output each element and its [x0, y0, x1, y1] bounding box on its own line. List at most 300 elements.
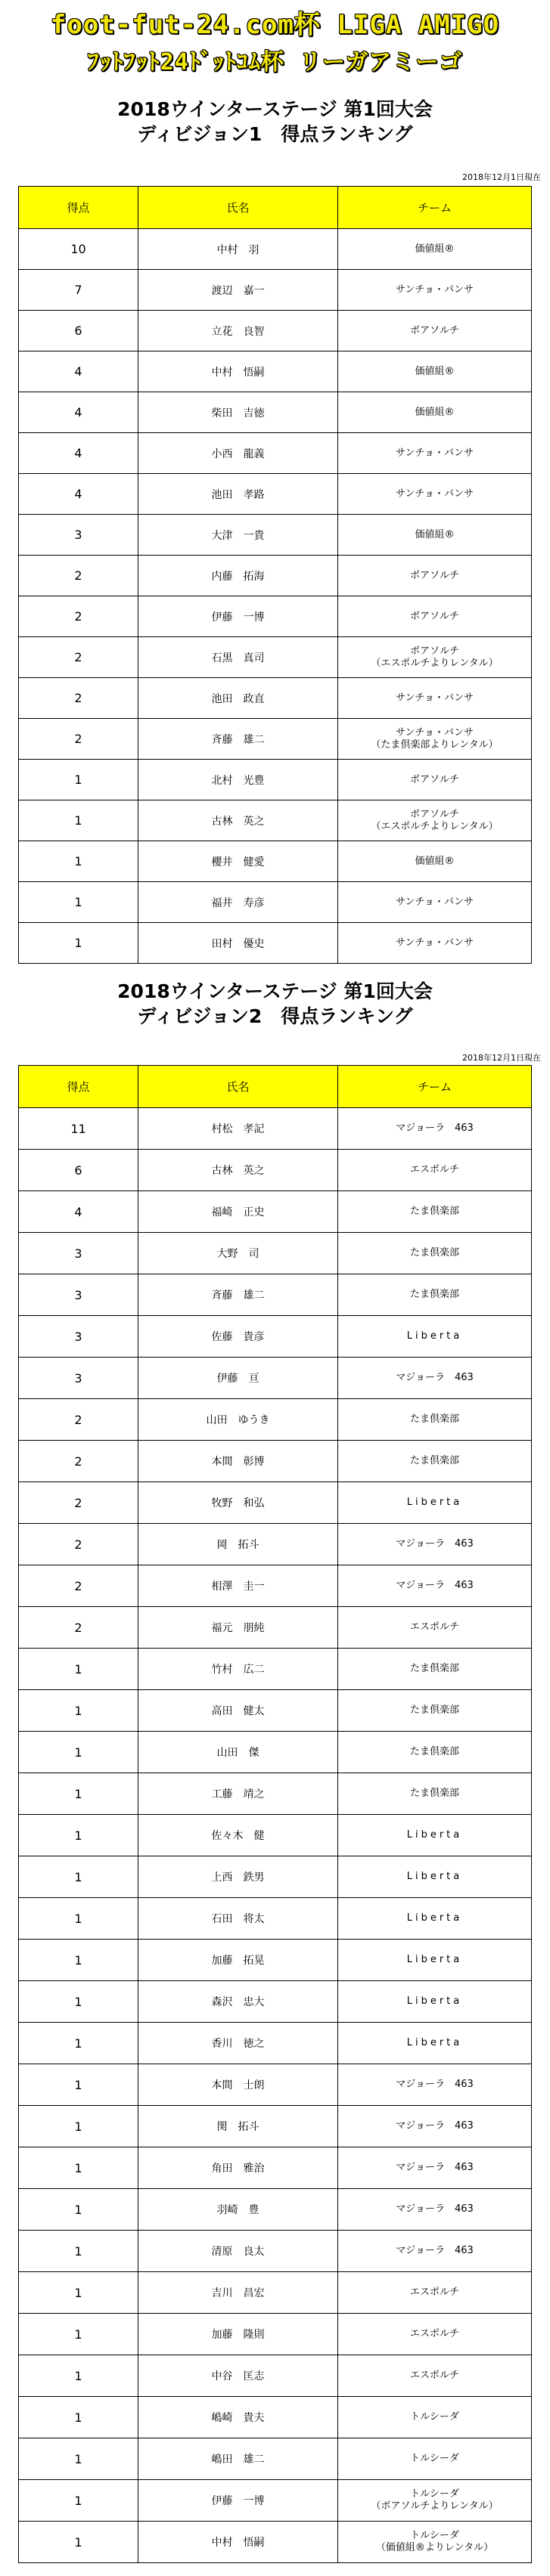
table-header-row	[19, 1066, 532, 1108]
team-cell	[338, 2522, 532, 2563]
points-cell: 1	[19, 1815, 138, 1856]
team-cell	[338, 474, 532, 515]
points-cell: 3	[19, 515, 138, 556]
team-cell	[338, 351, 532, 392]
points-cell: 6	[19, 311, 138, 351]
table-row	[19, 2355, 532, 2397]
player-name-cell	[138, 1940, 338, 1981]
player-name-cell	[138, 515, 338, 556]
table-row	[19, 1274, 532, 1316]
table-row	[19, 1690, 532, 1732]
player-given-name: 靖之	[243, 1788, 265, 1800]
table-row	[19, 474, 532, 515]
player-name-cell	[138, 2314, 338, 2355]
player-surname: 中村	[211, 366, 233, 379]
points-cell: 3	[19, 1358, 138, 1399]
points-cell: 2	[19, 1399, 138, 1441]
points-cell: 1	[19, 841, 138, 882]
points-cell: 2	[19, 1607, 138, 1649]
team-cell	[338, 1898, 532, 1940]
team-cell	[338, 1441, 532, 1482]
banner	[0, 0, 550, 82]
player-surname: 福崎	[211, 1206, 233, 1218]
player-name-cell	[138, 2106, 338, 2147]
team-name: マジョーラ 463	[396, 1122, 474, 1134]
player-surname: 竹村	[211, 1664, 233, 1676]
team-name: トルシーダ	[410, 2488, 459, 2500]
name-header: 氏名	[138, 187, 338, 229]
player-name-cell	[138, 1441, 338, 1482]
player-name-cell	[138, 392, 338, 433]
team-cell	[338, 2189, 532, 2231]
team-cell	[338, 760, 532, 800]
player-given-name: 健	[253, 1830, 265, 1842]
player-given-name: 士朗	[243, 2079, 265, 2091]
points-cell: 1	[19, 2023, 138, 2064]
team-cell	[338, 2314, 532, 2355]
player-given-name: 匡志	[243, 2370, 265, 2382]
player-given-name: 拓海	[243, 570, 265, 583]
player-given-name: 豊	[248, 2204, 259, 2216]
banner-title-kana: ﾌｯﾄﾌｯﾄ24ﾄﾞｯﾄｺﾑ杯 リーガアミーゴ	[87, 49, 463, 76]
team-cell	[338, 1399, 532, 1441]
division1-title: 2018ウインターステージ 第1回大会	[117, 98, 433, 120]
table-row	[19, 760, 532, 800]
table-header-row	[19, 187, 532, 229]
team-cell	[338, 2355, 532, 2397]
team-name: マジョーラ 463	[396, 2120, 474, 2132]
points-cell: 3	[19, 1316, 138, 1358]
points-cell: 2	[19, 719, 138, 760]
player-surname: 伊藤	[216, 1373, 238, 1385]
player-name-cell	[138, 2480, 338, 2522]
points-cell: 1	[19, 1981, 138, 2023]
name-header: 氏名	[138, 1066, 338, 1108]
player-name-cell	[138, 1773, 338, 1815]
team-name: Liberta	[406, 2037, 463, 2048]
player-name-cell	[138, 2189, 338, 2231]
player-given-name: 隆則	[243, 2329, 265, 2341]
team-name: たま倶楽部	[409, 1413, 459, 1425]
player-surname: 伊藤	[211, 2495, 233, 2507]
team-cell	[338, 556, 532, 596]
player-name-cell	[138, 1732, 338, 1773]
player-given-name: 昌宏	[243, 2287, 265, 2299]
team-cell	[338, 1565, 532, 1607]
player-given-name: 雅治	[243, 2163, 265, 2175]
team-name: サンチョ・パンサ	[396, 937, 474, 949]
table-row	[19, 2438, 532, 2480]
points-cell: 1	[19, 2106, 138, 2147]
team-name: Liberta	[406, 1829, 463, 1841]
team-note: （エスポルチよりレンタル）	[371, 657, 499, 669]
player-name-cell	[138, 923, 338, 964]
player-surname: 斉藤	[211, 733, 233, 746]
player-name-cell	[138, 229, 338, 270]
player-surname: 牧野	[211, 1497, 233, 1509]
table-row	[19, 1524, 532, 1565]
team-cell	[338, 392, 532, 433]
points-cell: 2	[19, 1482, 138, 1524]
table-row	[19, 2314, 532, 2355]
player-name-cell	[138, 2064, 338, 2106]
table-row	[19, 1607, 532, 1649]
player-surname: 渡辺	[211, 284, 233, 297]
team-cell	[338, 2023, 532, 2064]
team-name: たま倶楽部	[409, 1247, 459, 1259]
table-row	[19, 841, 532, 882]
table-row	[19, 800, 532, 841]
table-row	[19, 2064, 532, 2106]
player-surname: 北村	[211, 774, 233, 787]
player-name-cell	[138, 2231, 338, 2272]
division2-subtitle: ディビジョン2 得点ランキング	[137, 1005, 413, 1027]
team-cell	[338, 596, 532, 637]
player-name-cell	[138, 351, 338, 392]
points-cell: 1	[19, 1690, 138, 1732]
team-name: トルシーダ	[410, 2453, 459, 2464]
team-name: サンチョ・パンサ	[396, 488, 474, 500]
player-given-name: 将太	[243, 1913, 265, 1925]
team-name: エスポルチ	[409, 2328, 459, 2339]
team-cell	[338, 2272, 532, 2314]
table-row	[19, 2397, 532, 2438]
team-name: ボアソルチ	[409, 324, 459, 336]
player-surname: 本間	[211, 1456, 233, 1468]
player-surname: 石黒	[211, 652, 233, 664]
points-cell: 1	[19, 2314, 138, 2355]
points-cell: 1	[19, 2147, 138, 2189]
player-name-cell	[138, 1856, 338, 1898]
points-cell: 1	[19, 2355, 138, 2397]
table-row	[19, 1856, 532, 1898]
player-name-cell	[138, 1815, 338, 1856]
points-cell: 2	[19, 1441, 138, 1482]
player-surname: 本間	[211, 2079, 233, 2091]
table-row	[19, 2106, 532, 2147]
player-given-name: 優史	[243, 937, 265, 950]
player-surname: 小西	[211, 447, 233, 460]
player-given-name: 朋純	[243, 1622, 265, 1634]
player-surname: 大津	[211, 529, 233, 542]
player-surname: 吉川	[211, 2287, 233, 2299]
points-cell: 1	[19, 1773, 138, 1815]
team-cell	[338, 311, 532, 351]
table-row	[19, 678, 532, 719]
player-name-cell	[138, 1316, 338, 1358]
team-cell	[338, 882, 532, 923]
table-row	[19, 1649, 532, 1690]
team-header: チーム	[338, 187, 532, 229]
table-row	[19, 1399, 532, 1441]
team-cell	[338, 1358, 532, 1399]
player-name-cell	[138, 596, 338, 637]
team-cell	[338, 841, 532, 882]
player-surname: 岡	[216, 1539, 228, 1551]
team-cell	[338, 678, 532, 719]
player-name-cell	[138, 1399, 338, 1441]
points-cell: 4	[19, 1191, 138, 1233]
table-row	[19, 1191, 532, 1233]
team-cell	[338, 1940, 532, 1981]
team-cell	[338, 433, 532, 474]
points-cell: 4	[19, 351, 138, 392]
player-given-name: 亘	[248, 1373, 259, 1385]
points-cell: 1	[19, 2231, 138, 2272]
player-surname: 中谷	[211, 2370, 233, 2382]
player-surname: 森沢	[211, 1996, 233, 2008]
table-row	[19, 1815, 532, 1856]
player-given-name: 嘉一	[243, 284, 265, 297]
table-row	[19, 556, 532, 596]
player-name-cell	[138, 882, 338, 923]
player-surname: 加藤	[211, 1955, 233, 1967]
player-surname: 柴田	[211, 407, 233, 420]
player-name-cell	[138, 2522, 338, 2563]
points-cell: 1	[19, 923, 138, 964]
team-name: マジョーラ 463	[396, 2245, 474, 2256]
player-surname: 高田	[211, 1705, 233, 1717]
player-surname: 相澤	[211, 1581, 233, 1593]
team-cell	[338, 800, 532, 841]
team-note: （エスポルチよりレンタル）	[371, 820, 499, 832]
player-surname: 香川	[211, 2038, 233, 2050]
team-name: 価値組®	[415, 243, 455, 255]
player-name-cell	[138, 1524, 338, 1565]
player-name-cell	[138, 2397, 338, 2438]
player-given-name: 拓斗	[238, 2121, 259, 2133]
team-cell	[338, 1856, 532, 1898]
points-cell: 1	[19, 2522, 138, 2563]
team-name: Liberta	[406, 1954, 463, 1965]
player-given-name: 一博	[243, 2495, 265, 2507]
team-name: 価値組®	[415, 406, 455, 418]
table-row	[19, 719, 532, 760]
player-surname: 櫻井	[211, 856, 233, 868]
table-row	[19, 1108, 532, 1150]
player-name-cell	[138, 2147, 338, 2189]
player-given-name: 健愛	[243, 856, 265, 868]
team-name: サンチョ・パンサ	[396, 283, 474, 296]
team-cell	[338, 923, 532, 964]
team-name: たま倶楽部	[409, 1704, 459, 1716]
points-cell: 2	[19, 637, 138, 678]
team-cell	[338, 719, 532, 760]
player-given-name: 英之	[243, 1165, 265, 1177]
team-cell	[338, 2480, 532, 2522]
points-cell: 2	[19, 1565, 138, 1607]
team-name: Liberta	[406, 1912, 463, 1924]
player-given-name: 悟嗣	[243, 2537, 265, 2549]
team-cell	[338, 1274, 532, 1316]
team-cell	[338, 1815, 532, 1856]
team-cell	[338, 2438, 532, 2480]
team-name: たま倶楽部	[409, 1788, 459, 1799]
player-name-cell	[138, 1274, 338, 1316]
table-row	[19, 229, 532, 270]
player-name-cell	[138, 841, 338, 882]
team-name: Liberta	[406, 1871, 463, 1882]
player-surname: 関	[216, 2121, 228, 2133]
player-surname: 福井	[211, 896, 233, 909]
player-given-name: 鉄男	[243, 1872, 265, 1884]
team-name: ボアソルチ	[409, 610, 459, 622]
player-name-cell	[138, 2023, 338, 2064]
player-surname: 加藤	[211, 2329, 233, 2341]
player-surname: 中村	[216, 243, 238, 256]
team-cell	[338, 1482, 532, 1524]
team-header: チーム	[338, 1066, 532, 1108]
points-cell: 1	[19, 1649, 138, 1690]
table-row	[19, 1773, 532, 1815]
team-cell	[338, 270, 532, 311]
player-surname: 内藤	[211, 570, 233, 583]
team-name: Liberta	[406, 1497, 463, 1508]
player-name-cell	[138, 2438, 338, 2480]
team-cell	[338, 515, 532, 556]
table-row	[19, 2023, 532, 2064]
points-cell: 1	[19, 760, 138, 800]
team-name: 価値組®	[415, 855, 455, 867]
points-cell: 1	[19, 1940, 138, 1981]
table-row	[19, 311, 532, 351]
team-name: サンチョ・パンサ	[396, 726, 474, 738]
team-name: たま倶楽部	[409, 1746, 459, 1757]
team-cell	[338, 1316, 532, 1358]
player-given-name: 拓斗	[238, 1539, 259, 1551]
team-cell	[338, 1607, 532, 1649]
player-given-name: 雄二	[243, 2454, 265, 2466]
table-row	[19, 2189, 532, 2231]
player-given-name: 貴夫	[243, 2412, 265, 2424]
player-name-cell	[138, 474, 338, 515]
points-cell: 1	[19, 2189, 138, 2231]
team-name: サンチョ・パンサ	[396, 896, 474, 908]
team-cell	[338, 1108, 532, 1150]
player-surname: 清原	[211, 2246, 233, 2258]
player-surname: 伊藤	[211, 611, 233, 624]
table-row	[19, 392, 532, 433]
team-name: 価値組®	[415, 528, 455, 540]
player-surname: 山田	[216, 1747, 238, 1759]
table-row	[19, 923, 532, 964]
table-row	[19, 1565, 532, 1607]
player-surname: 羽崎	[216, 2204, 238, 2216]
points-cell: 1	[19, 2064, 138, 2106]
team-name: たま倶楽部	[409, 1289, 459, 1300]
player-name-cell	[138, 270, 338, 311]
player-name-cell	[138, 760, 338, 800]
points-header: 得点	[19, 1066, 138, 1108]
player-name-cell	[138, 1482, 338, 1524]
table-row	[19, 2480, 532, 2522]
points-cell: 1	[19, 2438, 138, 2480]
team-name: トルシーダ	[410, 2411, 459, 2423]
division1-as-of: 2018年12月1日現在	[462, 172, 541, 182]
player-given-name: 寿彦	[243, 896, 265, 909]
player-surname: 斉藤	[211, 1290, 233, 1302]
division2-ranking-table	[18, 1065, 532, 2563]
team-name: マジョーラ 463	[396, 2203, 474, 2215]
player-given-name: 真司	[243, 652, 265, 664]
player-surname: 上西	[211, 1872, 233, 1884]
table-row	[19, 270, 532, 311]
team-cell	[338, 1981, 532, 2023]
team-cell	[338, 1191, 532, 1233]
team-name: トルシーダ	[410, 2530, 459, 2541]
table-row	[19, 1233, 532, 1274]
player-surname: 池田	[211, 692, 233, 705]
team-cell	[338, 1773, 532, 1815]
table-row	[19, 596, 532, 637]
player-surname: 佐藤	[211, 1331, 233, 1343]
player-surname: 嶋田	[211, 2454, 233, 2466]
player-given-name: 広二	[243, 1664, 265, 1676]
player-given-name: 羽	[248, 243, 259, 256]
team-cell	[338, 2231, 532, 2272]
points-cell: 1	[19, 882, 138, 923]
player-given-name: 英之	[243, 815, 265, 828]
player-surname: 嶋崎	[211, 2412, 233, 2424]
player-name-cell	[138, 556, 338, 596]
player-surname: 池田	[211, 488, 233, 501]
player-given-name: 正史	[243, 1206, 265, 1218]
player-given-name: 政直	[243, 692, 265, 705]
team-name: エスポルチ	[409, 1621, 459, 1633]
team-note: （たま倶楽部よりレンタル）	[371, 738, 499, 751]
player-given-name: 拓晃	[243, 1955, 265, 1967]
division2-title: 2018ウインターステージ 第1回大会	[117, 980, 433, 1002]
table-row	[19, 351, 532, 392]
points-cell: 10	[19, 229, 138, 270]
player-name-cell	[138, 1108, 338, 1150]
player-name-cell	[138, 678, 338, 719]
player-given-name: 忠大	[243, 1996, 265, 2008]
table-row	[19, 637, 532, 678]
team-name: たま倶楽部	[409, 1663, 459, 1674]
team-cell	[338, 2106, 532, 2147]
table-row	[19, 1150, 532, 1191]
table-row	[19, 1482, 532, 1524]
team-name: エスポルチ	[409, 1164, 459, 1175]
player-given-name: 良智	[243, 325, 265, 338]
points-cell: 4	[19, 392, 138, 433]
points-cell: 4	[19, 433, 138, 474]
player-given-name: ゆうき	[238, 1414, 270, 1426]
team-cell	[338, 637, 532, 678]
points-cell: 11	[19, 1108, 138, 1150]
points-cell: 2	[19, 1524, 138, 1565]
points-cell: 7	[19, 270, 138, 311]
table-row	[19, 2522, 532, 2563]
team-note: （ボアソルチよりレンタル）	[371, 2500, 499, 2512]
team-name: エスポルチ	[409, 2370, 459, 2381]
points-cell: 1	[19, 2480, 138, 2522]
player-surname: 大野	[216, 1248, 238, 1260]
table-row	[19, 515, 532, 556]
table-row	[19, 1898, 532, 1940]
table-row	[19, 2231, 532, 2272]
player-name-cell	[138, 800, 338, 841]
player-name-cell	[138, 1690, 338, 1732]
banner-title-en: foot-fut-24.com杯 LIGA AMIGO	[50, 10, 500, 40]
table-row	[19, 1940, 532, 1981]
player-given-name: 吉徳	[243, 407, 265, 420]
points-cell: 1	[19, 2272, 138, 2314]
points-cell: 2	[19, 556, 138, 596]
team-name: マジョーラ 463	[396, 2162, 474, 2173]
player-name-cell	[138, 1233, 338, 1274]
